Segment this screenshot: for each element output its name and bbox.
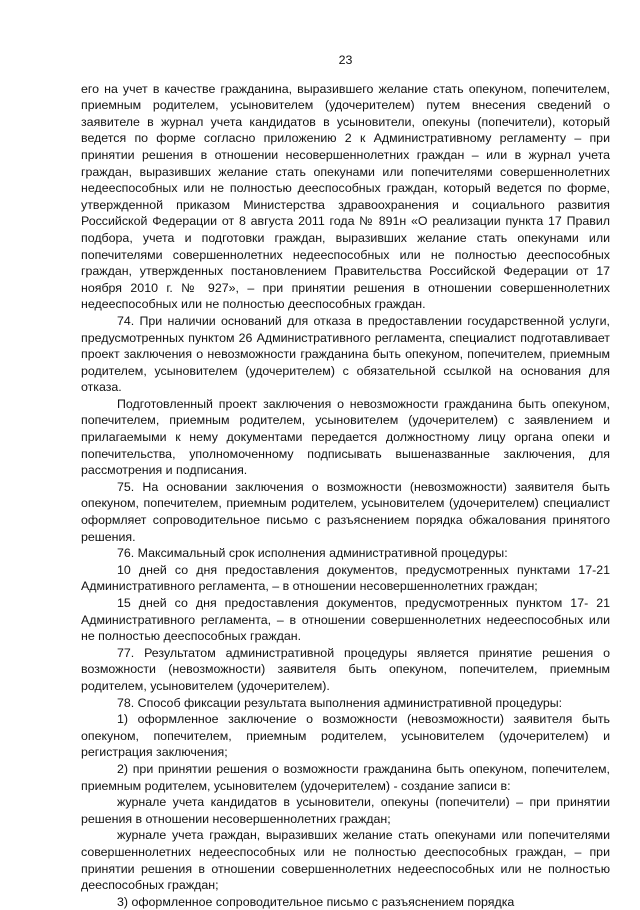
paragraph: 2) при принятии решения о возможности гражданина быть опекуном, попечителем, приемным родителем, усыновителем (удочерителем) - создание записи в: (81, 761, 610, 793)
paragraph: 77. Результатом административной процедуры является принятие решения о возможности (невозможности) заявителя быть опекуном, попечителем, приемным родителем, усыновителем (удочерителем). (81, 645, 610, 693)
paragraph: журнале учета кандидатов в усыновители, опекуны (попечители) – при принятии решения в отношении несовершеннолетних граждан; (81, 795, 610, 826)
paragraph: 76. Максимальный срок исполнения административной процедуры: (117, 546, 508, 561)
paragraph: 15 дней со дня предоставления документов, предусмотренных пунктом 17- 21 Административного регламента, – в отношении совершеннолетних недееспособных или не полностью дееспособных граждан. (81, 596, 610, 644)
paragraph: Подготовленный проект заключения о невозможности гражданина быть опекуном, попечителем, приемным родителем, усыновителем (удочерителем) с заявлением и прилагаемыми к нему документами передается должностному лицу органа опеки и попечительства, уполномоченному подписывать вышеназванные заключения, для рассмотрения и подписания. (81, 396, 610, 478)
paragraph: его на учет в качестве гражданина, выразившего желание стать опекуном, попечителем, приемным родителем, усыновителем (удочерителем) путем внесения сведений о заявителе в журнал учета кандидатов в усыновители, опекуны (попечители), который ведется по форме согласно приложению 2 к Административному регламенту – при принятии решения в отношении несовершеннолетних граждан – или в журнал учета граждан, выразивших желание стать опекунами или попечителями совершеннолетних недееспособных или не полностью дееспособных граждан, который ведется по форме, утвержденной приказом Министерства здравоохранения и социального развития Российской Федерации от 8 августа 2011 года № 891н «О реализации пункта 17 Правил подбора, учета и подготовки граждан, выразивших желание стать опекунами или попечителями совершеннолетних недееспособных или не полностью дееспособных граждан, утвержденных постановлением Правительства Российской Федерации от 17 ноября 2010 г. № 927», – при принятии решения в отношении совершеннолетних недееспособных или не полностью дееспособных граждан. (81, 81, 610, 312)
paragraph: 78. Способ фиксации результата выполнения административной процедуры: (117, 695, 563, 710)
paragraph: 75. На основании заключения о возможности (невозможности) заявителя быть опекуном, попечителем, приемным родителем, усыновителем (удочерителем) специалист оформляет сопроводительное письмо с разъяснением порядка обжалования принятого решения. (81, 479, 610, 544)
document-body (81, 81, 610, 910)
paragraph: 3) оформленное сопроводительное письмо с разъяснением порядка (117, 894, 515, 909)
paragraph: 74. При наличии оснований для отказа в предоставлении государственной услуги, предусмотренных пунктом 26 Административного регламента, специалист подготавливает проект заключения о невозможности гражданина быть опекуном, попечителем, приемным родителем, усыновителем (удочерителем) с обязательной ссылкой на основания для отказа. (81, 313, 610, 395)
page-number: 23 (338, 53, 353, 67)
paragraph: 1) оформленное заключение о возможности (невозможности) заявителя быть опекуном, попечителем, приемным родителем, усыновителем (удочерителем) и регистрация заключения; (81, 712, 610, 760)
paragraph: журнале учета граждан, выразивших желание стать опекунами или попечителями совершеннолетних недееспособных или не полностью дееспособных граждан, – при принятии решения в отношении совершеннолетних недееспособных или не полностью дееспособных граждан; (81, 828, 610, 893)
paragraph: 10 дней со дня предоставления документов, предусмотренных пунктами 17-21 Административного регламента, – в отношении несовершеннолетних граждан; (81, 562, 610, 594)
